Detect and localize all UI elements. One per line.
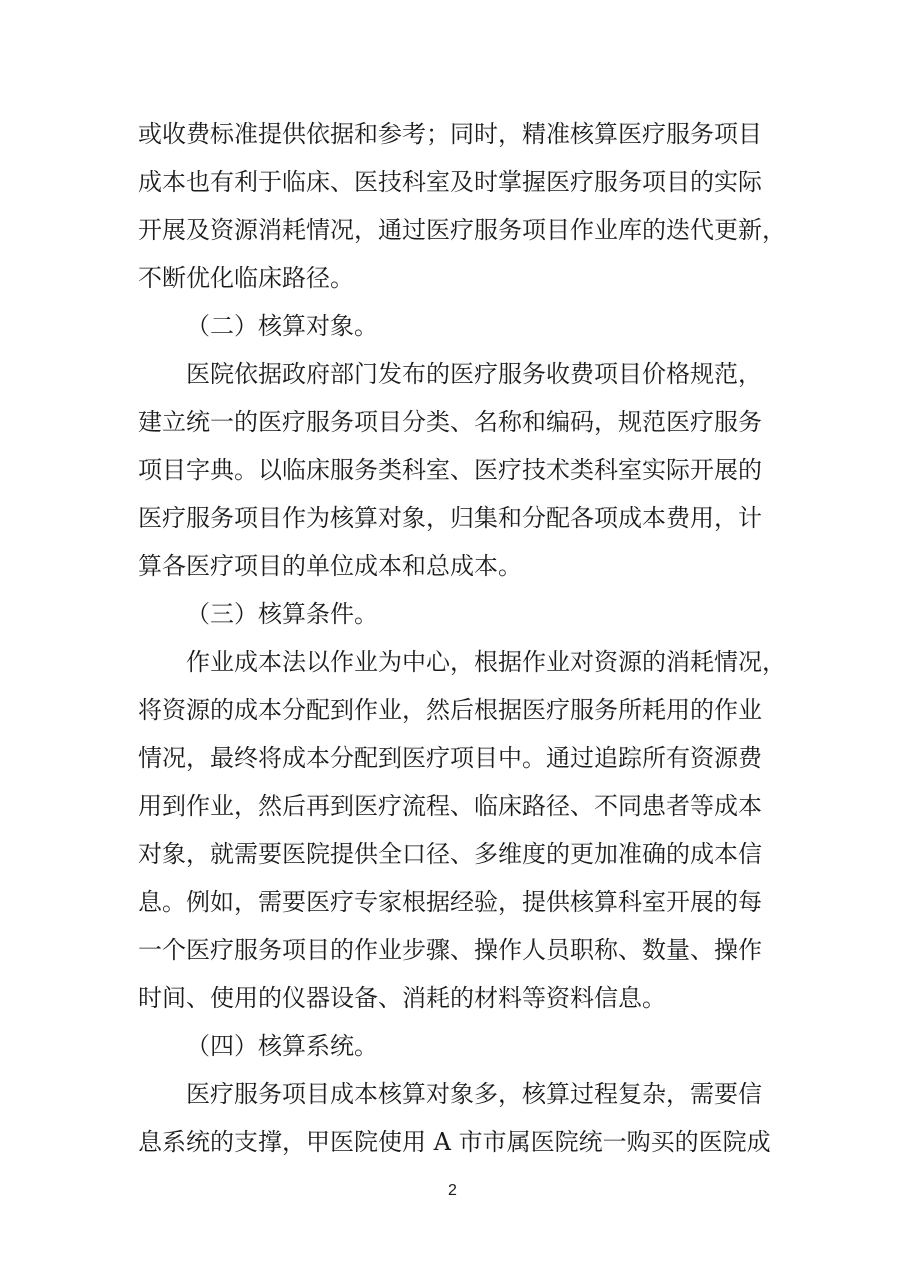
paragraph-line: 用到作业，然后再到医疗流程、临床路径、不同患者等成本 [138,792,762,820]
body-text [138,110,786,1166]
paragraph-line: 息。例如，需要医疗专家根据经验，提供核算科室开展的每 [138,888,762,916]
paragraph-line: 情况，最终将成本分配到医疗项目中。通过追踪所有资源费 [138,744,762,772]
section-heading: （四）核算系统。 [186,1032,378,1060]
paragraph-line: 一个医疗服务项目的作业步骤、操作人员职称、数量、操作 [138,936,762,964]
paragraph-line: 不断优化临床路径。 [138,264,354,292]
paragraph-line: 对象，就需要医院提供全口径、多维度的更加准确的成本信 [138,840,762,868]
paragraph-line: 算各医疗项目的单位成本和总成本。 [138,552,522,580]
paragraph-line: 医院依据政府部门发布的医疗服务收费项目价格规范， [186,360,762,388]
paragraph-line: 将资源的成本分配到作业，然后根据医疗服务所耗用的作业 [138,696,762,724]
section-heading: （二）核算对象。 [186,312,378,340]
paragraph-line: 时间、使用的仪器设备、消耗的材料等资料信息。 [138,984,666,1012]
paragraph-line: 开展及资源消耗情况，通过医疗服务项目作业库的迭代更新， [138,216,786,244]
paragraph-line: 医疗服务项目成本核算对象多，核算过程复杂，需要信 [186,1080,762,1108]
paragraph-line: 作业成本法以作业为中心，根据作业对资源的消耗情况， [186,648,786,676]
paragraph-line: 项目字典。以临床服务类科室、医疗技术类科室实际开展的 [138,456,762,484]
paragraph-line: 或收费标准提供依据和参考；同时，精准核算医疗服务项目 [138,120,762,148]
page-number: 2 [448,1182,457,1199]
paragraph-line: 建立统一的医疗服务项目分类、名称和编码，规范医疗服务 [138,408,762,436]
paragraph-line: 息系统的支撑，甲医院使用 A 市市属医院统一购买的医院成 [138,1128,771,1156]
paragraph-line: 医疗服务项目作为核算对象，归集和分配各项成本费用，计 [138,504,762,532]
section-heading: （三）核算条件。 [186,600,378,628]
paragraph-line: 成本也有利于临床、医技科室及时掌握医疗服务项目的实际 [138,168,762,196]
